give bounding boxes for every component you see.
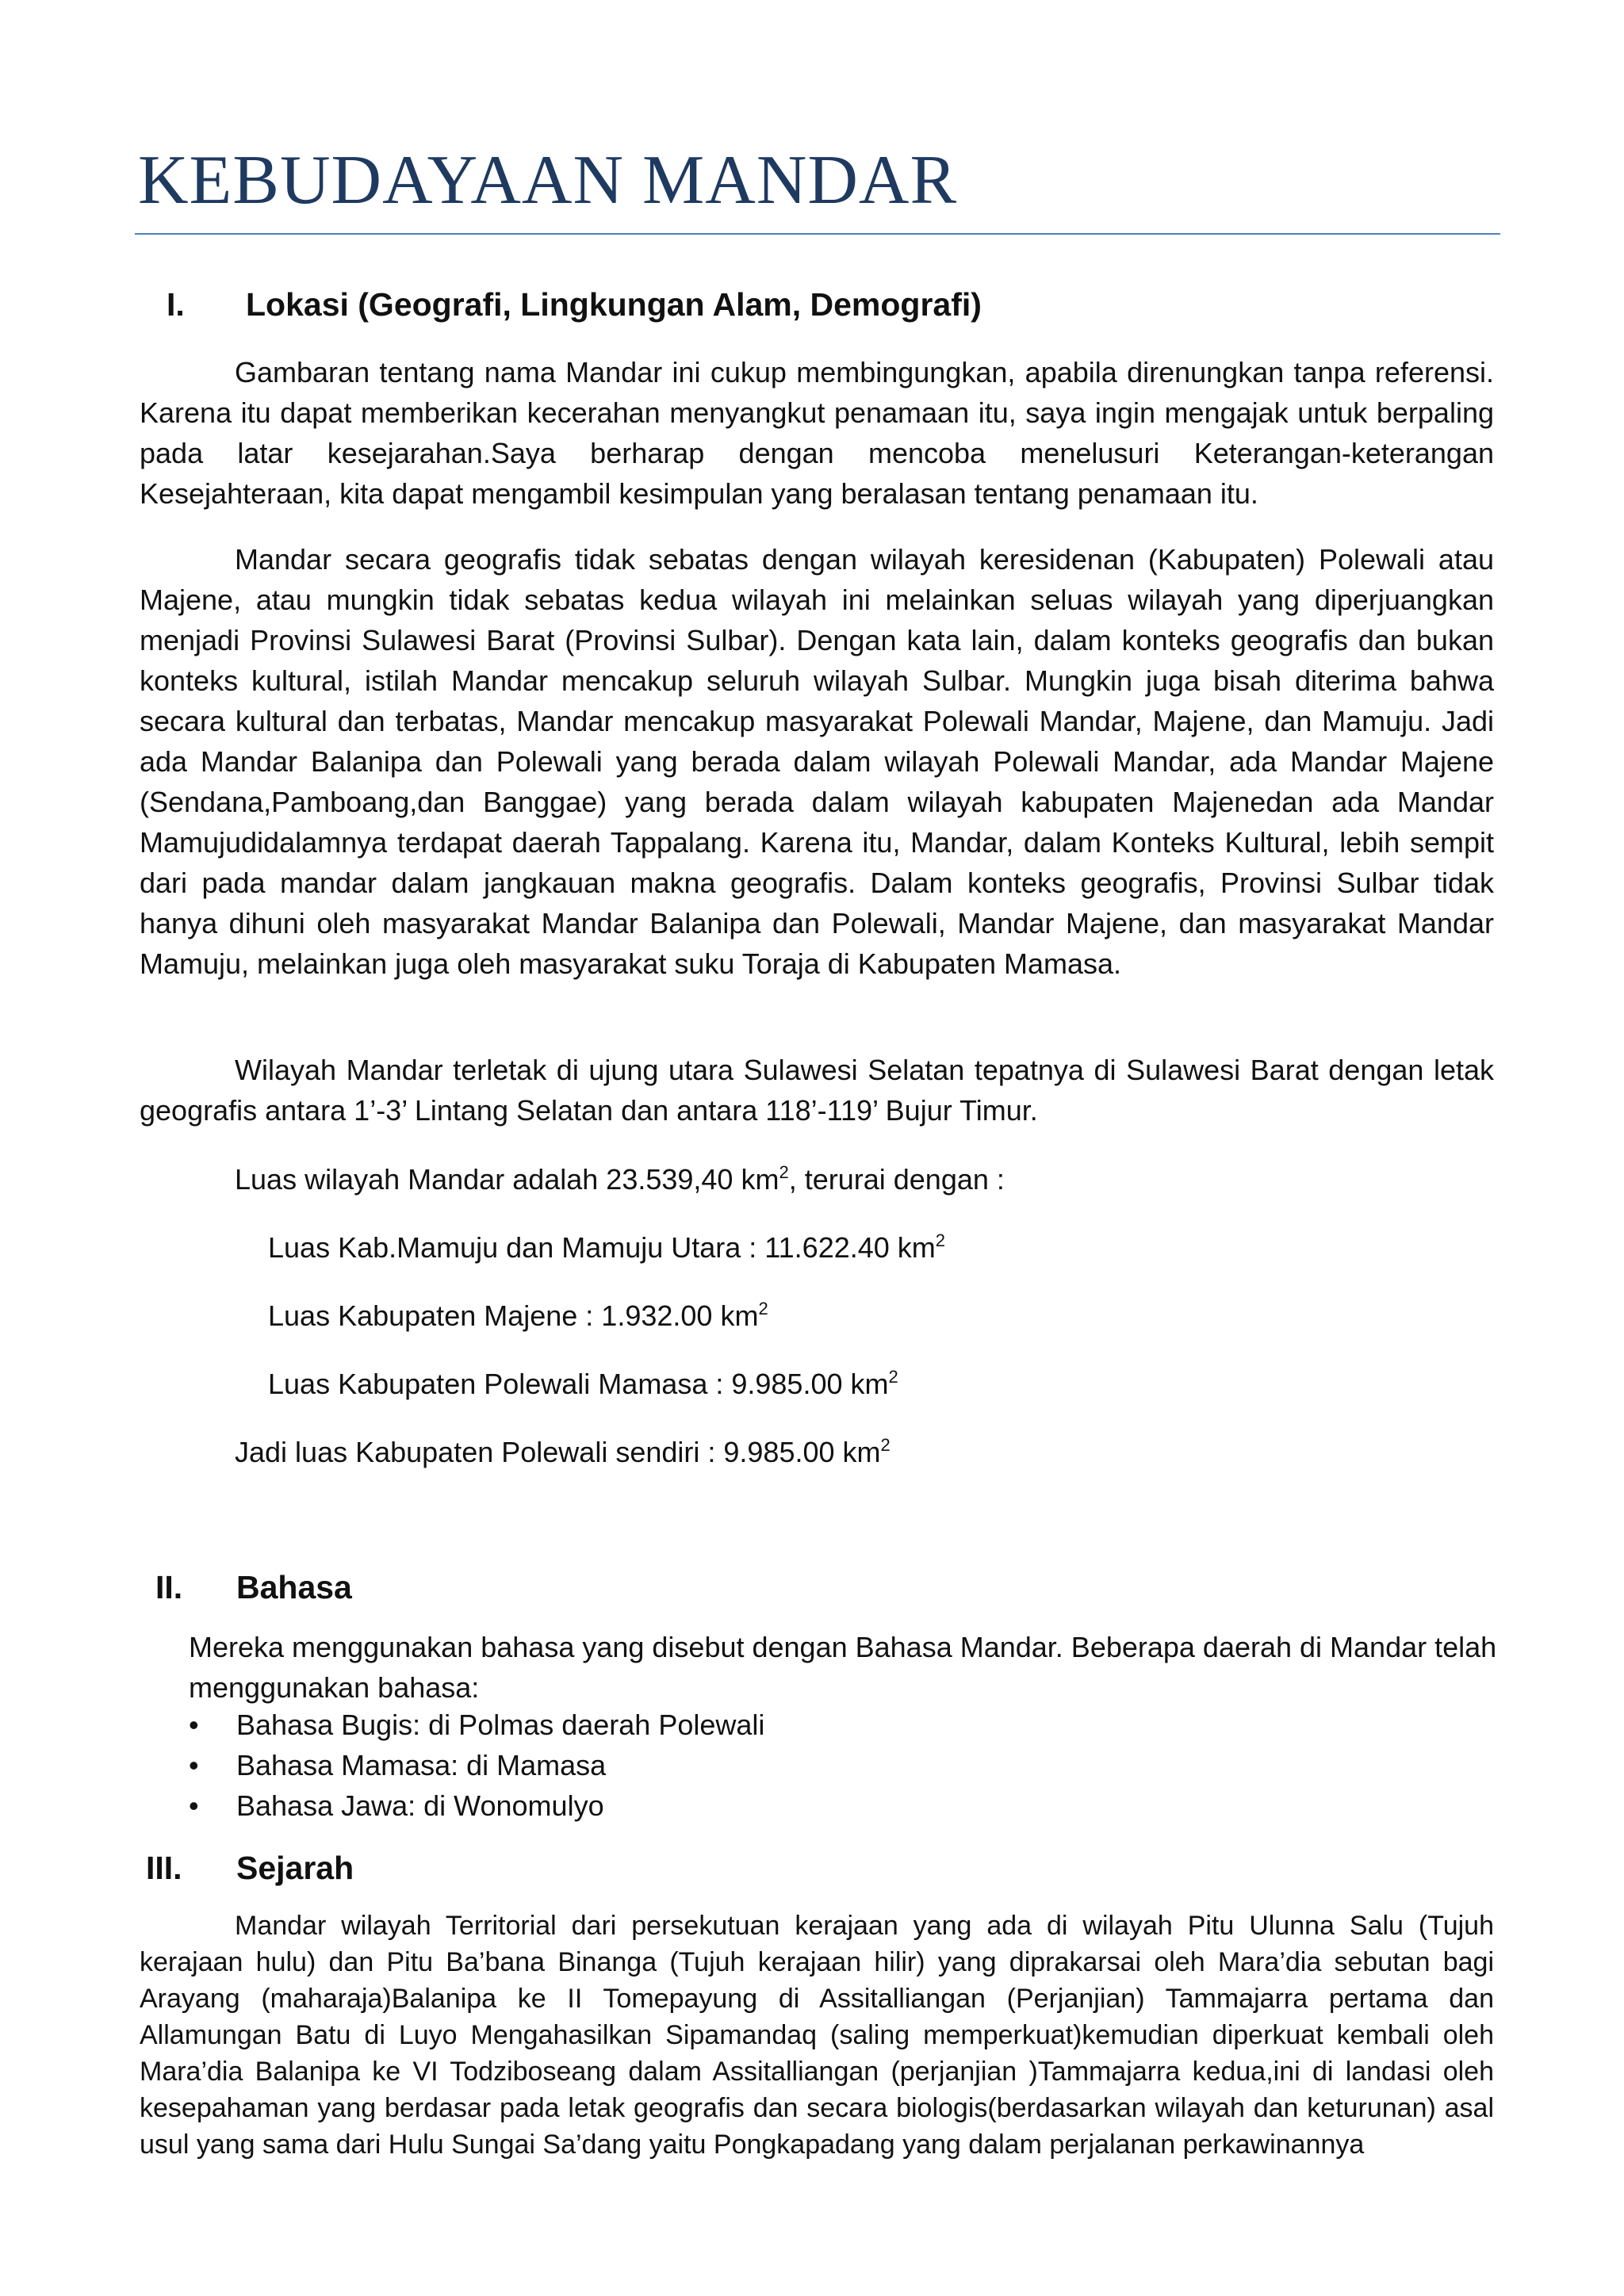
section-number: I.	[167, 286, 185, 323]
paragraph-nama-mandar: Gambaran tentang nama Mandar ini cukup membingungkan, apabila direnungkan tanpa referensi. Karena itu dapat memberikan kecerahan menyangkut penamaan itu, saya ingin mengajak untuk berpaling pada latar kesejarahan.Saya berharap dengan mencoba menelusuri Keterangan-keterangan Kesejahteraan, kita dapat mengambil kesimpulan yang beralasan tentang penamaan itu.	[140, 356, 1494, 510]
paragraph-letak: Wilayah Mandar terletak di ujung utara Sulawesi Selatan tepatnya di Sulawesi Barat dengan letak geografis antara 1’-3’ Lintang Selatan dan antara 118’-119’ Bujur Timur.	[140, 1054, 1494, 1127]
area-conclusion: Jadi luas Kabupaten Polewali sendiri : 9.985.00 $km^2$	[235, 1435, 891, 1468]
list-item: • Bahasa Jawa: di Wonomulyo	[189, 1785, 764, 1826]
area-total: Luas wilayah Mandar adalah 23.539,40 $km^2$, terurai dengan :	[235, 1162, 1005, 1196]
area-item-majene: Luas Kabupaten Majene : 1.932.00 $km^2$	[268, 1299, 768, 1332]
bullet-icon: •	[189, 1709, 199, 1741]
section-title: Sejarah	[236, 1850, 354, 1886]
document-title: KEBUDAYAAN MANDAR	[138, 142, 958, 219]
paragraph-sejarah: Mandar wilayah Territorial dari persekutuan kerajaan yang ada di wilayah Pitu Ulunna Salu (Tujuh kerajaan hulu) dan Pitu Ba’bana Binanga (Tujuh kerajaan hilir) yang diprakarsai oleh Mara’dia sebutan bagi Arayang (maharaja)Balanipa ke II Tomepayung di Assitalliangan (Perjanjian) Tammajarra pertama dan Allamungan Batu di Luyo Mengahasilkan Sipamandaq (saling memperkuat)kemudian diperkuat kembali oleh Mara’dia Balanipa ke VI Todziboseang dalam Assitalliangan (perjanjian )Tammajarra kedua,ini di landasi oleh kesepahaman yang berdasar pada letak geografis dan secara biologis(berdasarkan wilayah dan keturunan) asal usul yang sama dari Hulu Sungai Sa’dang yaitu Pongkapadang yang dalam perjalanan perkawinannya	[140, 1911, 1494, 2160]
bahasa-list	[189, 1705, 764, 1826]
title-divider	[135, 233, 1500, 235]
list-item: • Bahasa Bugis: di Polmas daerah Polewali	[189, 1705, 764, 1745]
section-number: II.	[155, 1569, 183, 1605]
paragraph-bahasa-intro: Mereka menggunakan bahasa yang disebut dengan Bahasa Mandar. Beberapa daerah di Mandar telah menggunakan bahasa:	[189, 1631, 1497, 1704]
paragraph-geografis: Mandar secara geografis tidak sebatas dengan wilayah keresidenan (Kabupaten) Polewali atau Majene, atau mungkin tidak sebatas kedua wilayah ini melainkan seluas wilayah yang diperjuangkan menjadi Provinsi Sulawesi Barat (Provinsi Sulbar). Dengan kata lain, dalam konteks geografis dan bukan konteks kultural, istilah Mandar mencakup seluruh wilayah Sulbar. Mungkin juga bisah diterima bahwa secara kultural dan terbatas, Mandar mencakup masyarakat Polewali Mandar, Majene, dan Mamuju. Jadi ada Mandar Balanipa dan Polewali yang berada dalam wilayah Polewali Mandar, ada Mandar Majene (Sendana,Pamboang,dan Banggae) yang berada dalam wilayah kabupaten Majenedan ada Mandar Mamujudidalamnya terdapat daerah Tappalang. Karena itu, Mandar, dalam Konteks Kultural, lebih sempit dari pada mandar dalam jangkauan makna geografis. Dalam konteks geografis, Provinsi Sulbar tidak hanya dihuni oleh masyarakat Mandar Balanipa dan Polewali, Mandar Majene, dan masyarakat Mandar Mamuju, melainkan juga oleh masyarakat suku Toraja di Kabupaten Mamasa.	[140, 543, 1494, 980]
bullet-icon: •	[189, 1749, 199, 1781]
section-title: Bahasa	[236, 1569, 352, 1605]
section-title: Lokasi (Geografi, Lingkungan Alam, Demografi)	[246, 286, 982, 323]
area-item-mamuju: Luas Kab.Mamuju dan Mamuju Utara : 11.622.40 $km^2$	[268, 1230, 946, 1264]
section-number: III.	[146, 1850, 182, 1886]
area-item-polewali-mamasa: Luas Kabupaten Polewali Mamasa : 9.985.00 $km^2$	[268, 1367, 898, 1400]
bullet-icon: •	[189, 1789, 199, 1822]
list-item: • Bahasa Mamasa: di Mamasa	[189, 1745, 764, 1785]
